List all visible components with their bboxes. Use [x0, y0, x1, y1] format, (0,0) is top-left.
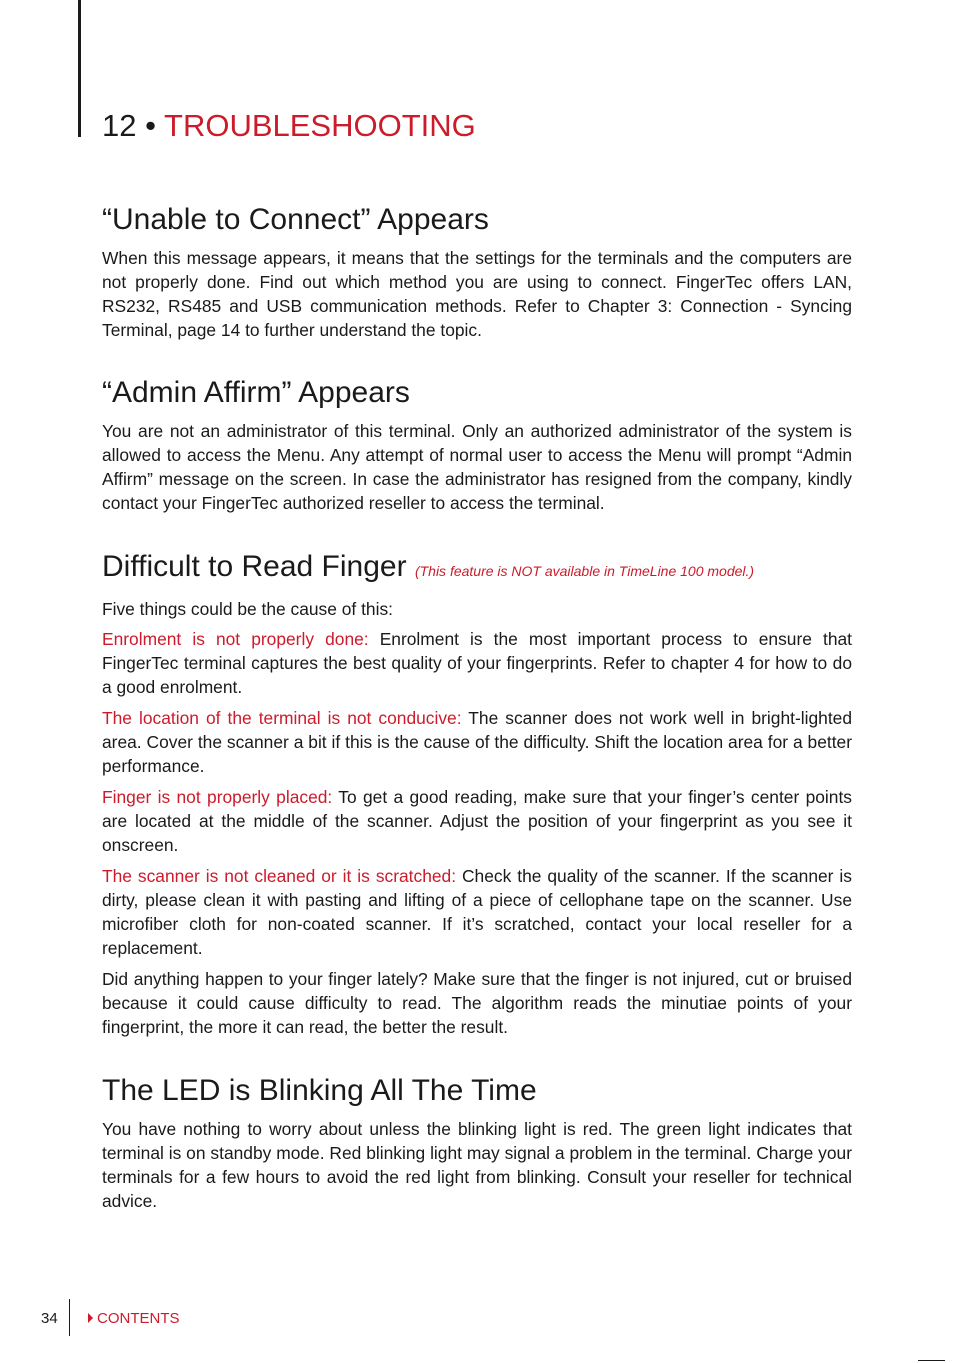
chapter-title — [102, 104, 476, 148]
triangle-right-icon — [88, 1313, 93, 1323]
cause-text: Check the quality of the scanner. If the scanner is dirty, please clean it with pasting and lifting of a piece of cellophane tape on the scanner. Use microfiber cloth for non-coated scanner. If it’s scratched, contact your local reseller for a replacement. — [102, 866, 852, 958]
paragraph-led-blinking: You have nothing to worry about unless the blinking light is red. The green light indicates that terminal is on standby mode. Red blinking light may signal a problem in the terminal. Charge your terminals for a few hours to avoid the red light from blinking. Consult your reseller for technical advice. — [102, 1119, 852, 1211]
cause-lead: The location of the terminal is not conducive: — [102, 708, 462, 728]
contents-label: CONTENTS — [97, 1310, 180, 1327]
corner-mark — [918, 1360, 945, 1361]
heading-admin-affirm: “Admin Affirm” Appears — [102, 376, 410, 409]
chapter-number: 12 — [102, 108, 137, 143]
paragraph-admin-affirm: You are not an administrator of this terminal. Only an authorized administrator of the system is allowed to access the Menu. Any attempt of normal user to access the Menu will prompt “Admin Affirm” message on the screen. In case the administrator has resigned from the company, kindly contact your FingerTec authorized reseller to access the terminal. — [102, 421, 852, 513]
header-vertical-rule — [78, 0, 81, 137]
footer-divider — [69, 1299, 70, 1336]
page-content — [102, 200, 852, 1213]
model-note: (This feature is NOT available in TimeLine 100 model.) — [414, 563, 755, 579]
cause-item — [102, 706, 852, 778]
cause-text: The scanner does not work well in bright-lighted area. Cover the scanner a bit if this is the cause of the difficulty. Shift the location area for a better performance. — [102, 708, 852, 776]
cause-text: Enrolment is the most important process to ensure that FingerTec terminal captures the best quality of your fingerprints. Refer to chapter 4 for how to do a good enrolment. — [102, 629, 853, 697]
cause-lead: The scanner is not cleaned or it is scratched: — [102, 866, 457, 886]
paragraph-finger-closing: Did anything happen to your finger lately? Make sure that the finger is not injured, cut or bruised because it could cause difficulty to read. The algorithm reads the minutiae points of your fingerprint, the more it can read, the better the result. — [102, 969, 852, 1037]
cause-item — [102, 864, 852, 960]
heading-difficult-to-read-finger — [102, 547, 852, 591]
cause-lead: Enrolment is not properly done: — [102, 629, 369, 649]
cause-text: To get a good reading, make sure that your finger’s center points are located at the middle of the scanner. Adjust the position of your fingerprint as you see it onscreen. — [102, 787, 852, 855]
chapter-separator: • — [136, 108, 165, 143]
contents-link[interactable] — [88, 1309, 180, 1329]
paragraph-unable-to-connect: When this message appears, it means that the settings for the terminals and the computers are not properly done. Find out which method you are using to connect. FingerTec offers LAN, RS232, RS485 and USB communication methods. Refer to Chapter 3: Connection - Syncing Terminal, page 14 to further understand the topic. — [102, 248, 852, 340]
heading-led-blinking: The LED is Blinking All The Time — [102, 1074, 537, 1107]
heading-unable-to-connect: “Unable to Connect” Appears — [102, 203, 489, 236]
page-number: 34 — [41, 1310, 58, 1327]
heading-text: Difficult to Read Finger — [102, 550, 407, 583]
paragraph-finger-intro: Five things could be the cause of this: — [102, 599, 393, 619]
cause-lead: Finger is not properly placed: — [102, 787, 333, 807]
cause-item — [102, 627, 852, 699]
cause-item — [102, 785, 852, 857]
chapter-name: TROUBLESHOOTING — [164, 108, 476, 143]
